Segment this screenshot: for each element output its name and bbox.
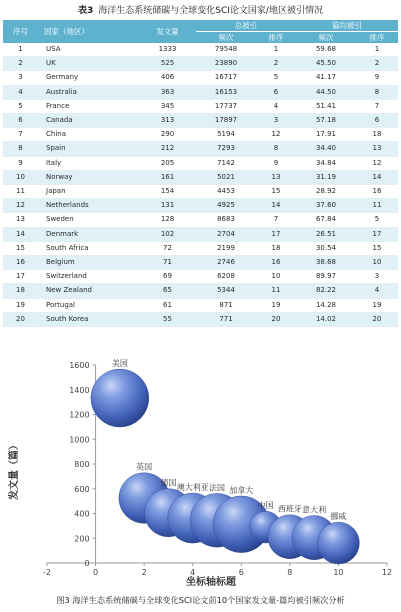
y-tick-label: 1000 [69,435,90,445]
cell-papers: 131 [139,199,196,213]
table-body [3,43,398,327]
cell-papers: 363 [139,85,196,99]
cell-country: South Africa [38,241,139,255]
cell-serial: 18 [3,284,38,298]
table-row [3,241,398,255]
cell-country: UK [38,57,139,71]
cell-citation-rank: 9 [256,156,296,170]
cell-serial: 17 [3,270,38,284]
bubble-label: 德国 [160,478,177,488]
cell-avg-citations: 89.97 [296,270,356,284]
cell-serial: 16 [3,256,38,270]
cell-avg-citations: 37.60 [296,199,356,213]
cell-papers: 205 [139,156,196,170]
cell-citation-rank: 12 [256,128,296,142]
table-row [3,99,398,113]
header-avg-frequency: 频次 [296,32,356,44]
cell-avg-rank: 18 [356,128,398,142]
cell-papers: 406 [139,71,196,85]
table-row [3,85,398,99]
cell-country: Spain [38,142,139,156]
cell-avg-citations: 14.02 [296,312,356,326]
cell-citation-rank: 5 [256,71,296,85]
bubble-label: 英国 [136,462,153,472]
cell-avg-citations: 57.18 [296,114,356,128]
cell-serial: 19 [3,298,38,312]
header-rank: 排序 [256,32,296,44]
cell-papers: 525 [139,57,196,71]
cell-papers: 161 [139,170,196,184]
x-tick-label: 12 [381,568,393,577]
y-tick-label: 0 [84,559,90,568]
cell-country: Portugal [38,298,139,312]
cell-citation-rank: 3 [256,114,296,128]
cell-country: Norway [38,170,139,184]
cell-papers: 154 [139,185,196,199]
table-row [3,156,398,170]
cell-avg-rank: 5 [356,213,398,227]
cell-total-citations: 6208 [196,270,256,284]
cell-country: Japan [38,185,139,199]
cell-papers: 128 [139,213,196,227]
y-axis-title: 发文量（篇） [9,440,20,500]
table-row [3,270,398,284]
table-row [3,43,398,57]
cell-serial: 2 [3,57,38,71]
cell-serial: 15 [3,241,38,255]
cell-avg-rank: 16 [356,185,398,199]
cell-citation-rank: 2 [256,57,296,71]
cell-country: USA [38,43,139,57]
cell-avg-rank: 15 [356,241,398,255]
bubble [317,522,359,564]
cell-total-citations: 4925 [196,199,256,213]
bubble-label: 加拿大 [229,485,254,495]
y-tick-label: 800 [74,460,90,469]
cell-avg-rank: 17 [356,227,398,241]
cell-papers: 65 [139,284,196,298]
y-tick-label: 200 [74,534,90,544]
cell-country: France [38,99,139,113]
cell-avg-rank: 8 [356,85,398,99]
cell-citation-rank: 16 [256,256,296,270]
cell-avg-citations: 28.92 [296,185,356,199]
cell-total-citations: 23890 [196,57,256,71]
cell-papers: 212 [139,142,196,156]
cell-citation-rank: 8 [256,142,296,156]
header-total-citations: 总被引 [196,20,296,32]
cell-serial: 11 [3,185,38,199]
cell-papers: 61 [139,298,196,312]
citation-table [3,20,398,327]
cell-total-citations: 17897 [196,114,256,128]
x-tick-label: 2 [141,568,147,577]
table-row [3,227,398,241]
cell-serial: 3 [3,71,38,85]
cell-papers: 1333 [139,43,196,57]
cell-avg-rank: 6 [356,114,398,128]
cell-avg-citations: 14.28 [296,298,356,312]
cell-country: China [38,128,139,142]
cell-serial: 10 [3,170,38,184]
cell-citation-rank: 13 [256,170,296,184]
cell-avg-rank: 20 [356,312,398,326]
table-number: 表3 [78,6,94,16]
cell-total-citations: 79548 [196,43,256,57]
cell-citation-rank: 6 [256,85,296,99]
cell-total-citations: 2746 [196,256,256,270]
x-tick-label: 4 [190,568,196,577]
table-row [3,185,398,199]
figure-caption: 图3 海洋生态系统储碳与全球变化SCI论文前10个国家发文量-篇均被引频次分析 [56,595,345,605]
cell-country: Sweden [38,213,139,227]
table-row [3,213,398,227]
bubble-label: 意大利 [302,505,327,515]
cell-serial: 1 [3,43,38,57]
cell-avg-rank: 7 [356,99,398,113]
cell-country: South Korea [38,312,139,326]
y-tick-label: 1200 [69,410,90,420]
x-tick-label: -2 [43,568,51,577]
cell-total-citations: 871 [196,298,256,312]
cell-serial: 20 [3,312,38,326]
cell-citation-rank: 14 [256,199,296,213]
table-row [3,142,398,156]
header-papers: 发文量 [139,20,196,43]
cell-papers: 290 [139,128,196,142]
x-tick-label: 6 [238,568,244,577]
cell-total-citations: 16153 [196,85,256,99]
cell-avg-rank: 1 [356,43,398,57]
table-row [3,128,398,142]
cell-total-citations: 5021 [196,170,256,184]
cell-country: Netherlands [38,199,139,213]
cell-total-citations: 2199 [196,241,256,255]
cell-citation-rank: 4 [256,99,296,113]
y-tick-label: 400 [74,509,90,519]
cell-country: Italy [38,156,139,170]
y-tick-label: 1400 [69,385,90,395]
cell-total-citations: 7142 [196,156,256,170]
table-row [3,199,398,213]
cell-serial: 4 [3,85,38,99]
cell-serial: 6 [3,114,38,128]
cell-avg-citations: 17.91 [296,128,356,142]
cell-country: Canada [38,114,139,128]
cell-avg-rank: 9 [356,71,398,85]
cell-total-citations: 8683 [196,213,256,227]
bubble-label: 澳大利亚 [176,483,209,493]
cell-country: Germany [38,71,139,85]
bubble-label: 西班牙 [277,504,302,514]
header-average-citations: 篇均被引 [296,20,398,32]
cell-citation-rank: 7 [256,213,296,227]
table-row [3,284,398,298]
cell-serial: 8 [3,142,38,156]
cell-serial: 12 [3,199,38,213]
cell-total-citations: 5344 [196,284,256,298]
cell-avg-citations: 45.50 [296,57,356,71]
cell-serial: 5 [3,99,38,113]
x-tick-label: 0 [93,568,99,577]
table-row [3,57,398,71]
y-tick-label: 1600 [69,361,90,370]
cell-papers: 313 [139,114,196,128]
header-frequency: 频次 [196,32,256,44]
header-avg-rank: 排序 [356,32,398,44]
cell-avg-rank: 13 [356,142,398,156]
bubble-label: 中国 [257,501,274,511]
header-serial: 序号 [3,20,38,43]
cell-avg-rank: 2 [356,57,398,71]
cell-avg-rank: 11 [356,199,398,213]
cell-country: Denmark [38,227,139,241]
x-tick-label: 8 [287,568,293,577]
cell-citation-rank: 20 [256,312,296,326]
cell-avg-citations: 31.19 [296,170,356,184]
table-row [3,312,398,326]
bubble-label: 挪威 [330,512,347,522]
table-row [3,256,398,270]
table-row [3,71,398,85]
cell-avg-citations: 41.17 [296,71,356,85]
cell-avg-rank: 3 [356,270,398,284]
table-row [3,298,398,312]
cell-papers: 55 [139,312,196,326]
cell-avg-rank: 19 [356,298,398,312]
bubble-label: 美国 [111,359,128,369]
bubble [91,369,149,427]
cell-total-citations: 5194 [196,128,256,142]
cell-avg-citations: 26.51 [296,227,356,241]
cell-serial: 14 [3,227,38,241]
cell-total-citations: 17737 [196,99,256,113]
cell-country: New Zealand [38,284,139,298]
header-country: 国家（地区） [38,20,139,43]
cell-avg-citations: 51.41 [296,99,356,113]
cell-avg-citations: 67.84 [296,213,356,227]
cell-avg-rank: 10 [356,256,398,270]
cell-serial: 9 [3,156,38,170]
bubble-chart [0,350,401,590]
cell-citation-rank: 10 [256,270,296,284]
table-row [3,170,398,184]
cell-avg-rank: 4 [356,284,398,298]
cell-country: Australia [38,85,139,99]
cell-avg-citations: 38.68 [296,256,356,270]
cell-total-citations: 16717 [196,71,256,85]
cell-avg-citations: 59.68 [296,43,356,57]
cell-country: Belgium [38,256,139,270]
cell-citation-rank: 1 [256,43,296,57]
cell-avg-rank: 14 [356,170,398,184]
cell-avg-rank: 12 [356,156,398,170]
cell-total-citations: 771 [196,312,256,326]
cell-avg-citations: 30.54 [296,241,356,255]
cell-papers: 69 [139,270,196,284]
cell-total-citations: 2704 [196,227,256,241]
cell-avg-citations: 34.40 [296,142,356,156]
cell-total-citations: 4453 [196,185,256,199]
cell-country: Switzerland [38,270,139,284]
cell-avg-citations: 34.84 [296,156,356,170]
cell-citation-rank: 15 [256,185,296,199]
x-axis-title: 坐标轴标题 [186,577,236,588]
cell-serial: 13 [3,213,38,227]
cell-citation-rank: 18 [256,241,296,255]
cell-total-citations: 7293 [196,142,256,156]
cell-citation-rank: 19 [256,298,296,312]
cell-citation-rank: 17 [256,227,296,241]
table-row [3,114,398,128]
bubble-label: 法国 [209,483,225,493]
cell-papers: 345 [139,99,196,113]
cell-papers: 71 [139,256,196,270]
x-tick-label: 10 [333,568,344,577]
cell-citation-rank: 11 [256,284,296,298]
cell-serial: 7 [3,128,38,142]
cell-avg-citations: 82.22 [296,284,356,298]
table-title [0,3,401,19]
cell-papers: 102 [139,227,196,241]
y-tick-label: 600 [74,484,90,494]
table-title-text: 海洋生态系统储碳与全球变化SCI论文国家/地区被引情况 [98,6,323,16]
cell-avg-citations: 44.50 [296,85,356,99]
cell-papers: 72 [139,241,196,255]
